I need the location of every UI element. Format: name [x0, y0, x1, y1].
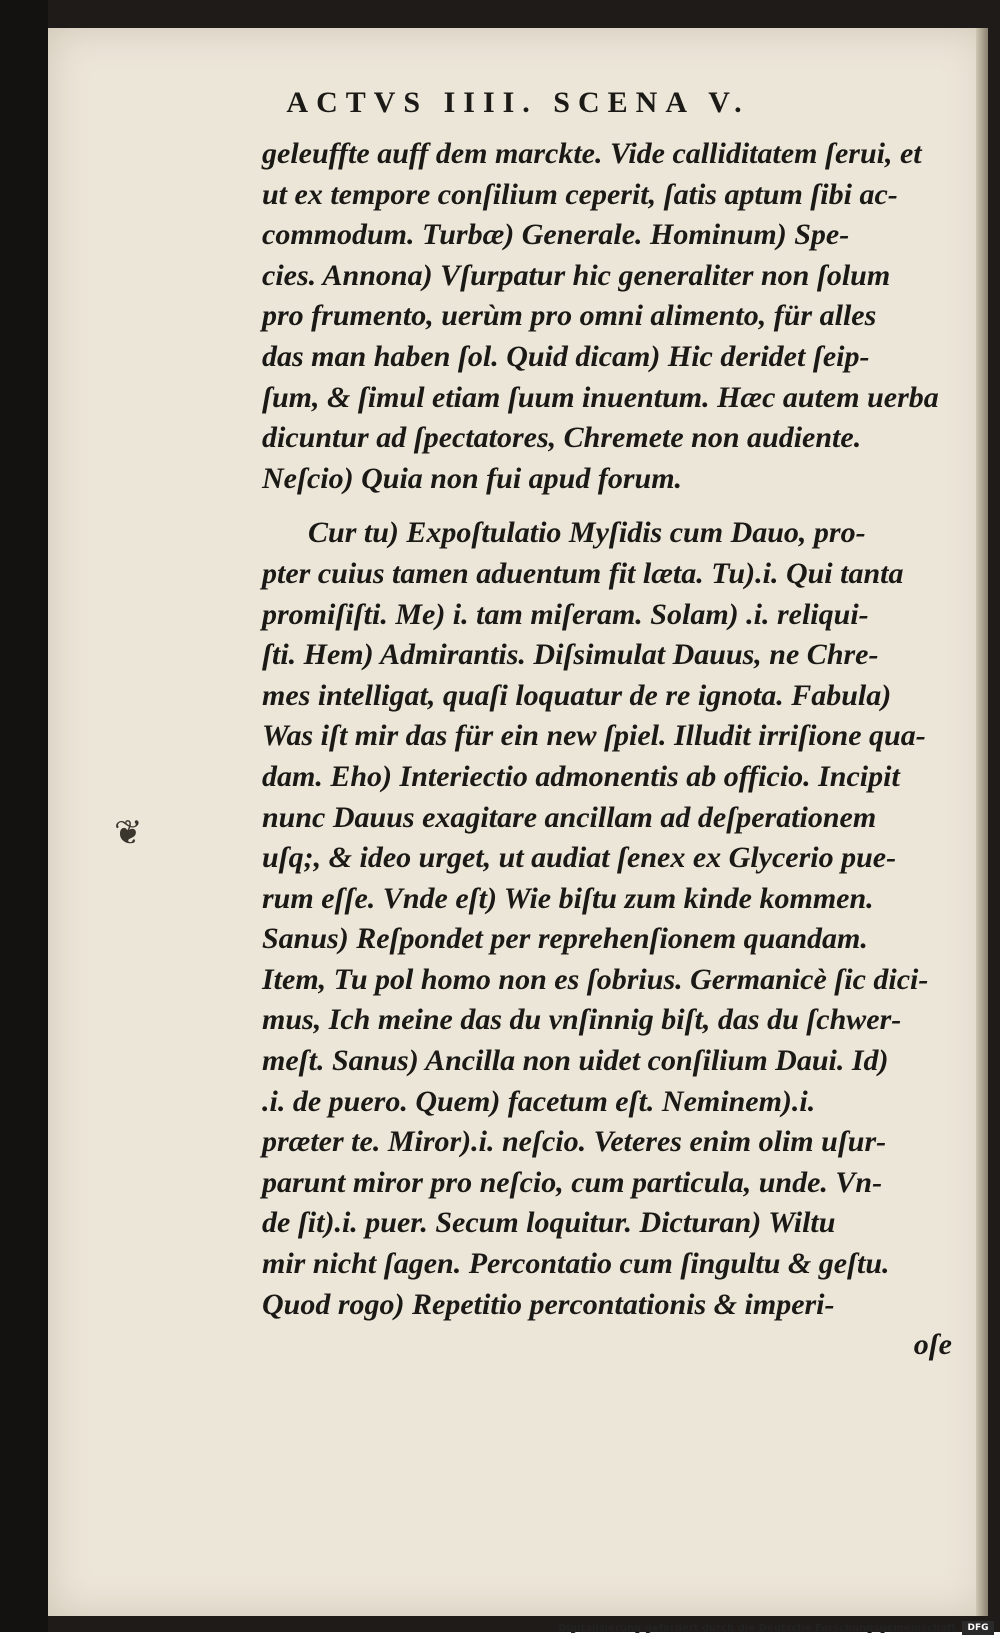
- text-line: .i. de puero. Quem) facetum eſt. Neminem).i.: [262, 1084, 816, 1118]
- text-line: Neſcio) Quia non fui apud forum.: [262, 461, 683, 495]
- text-line: commodum. Turbæ) Generale. Hominum) Spe-: [262, 218, 850, 252]
- text-line: promiſiſti. Me) i. tam miſeram. Solam) .i. reliqui-: [262, 597, 869, 631]
- text-line: Item, Tu pol homo non es ſobrius. Germanicè ſic dici-: [262, 962, 929, 996]
- text-line: ut ex tempore conſilium ceperit, ſatis aptum ſibi ac-: [262, 177, 898, 211]
- text-line: Quod rogo) Repetitio percontationis & imperi-: [262, 1287, 835, 1321]
- text-line: Sanus) Reſpondet per reprehenſionem quandam.: [262, 922, 868, 956]
- page-spine-shadow: [976, 28, 988, 1616]
- text-line: nunc Dauus exagitare ancillam ad deſperationem: [262, 800, 877, 834]
- paragraph-gap: [262, 499, 962, 513]
- running-head: ACTVS IIII. SCENA V.: [286, 86, 750, 119]
- text-line: mus, Ich meine das du vnſinnig biſt, das du ſchwer-: [262, 1003, 902, 1037]
- dfg-logo-icon: DFG: [962, 1621, 994, 1635]
- text-line: pter cuius tamen aduentum fit læta. Tu).i. Qui tanta: [262, 556, 904, 590]
- book-page: [48, 28, 988, 1616]
- catchword: oſe: [913, 1328, 952, 1362]
- text-line: Was iſt mir das für ein new ſpiel. Illudit irriſione qua-: [262, 719, 926, 753]
- text-line: ſti. Hem) Admirantis. Diſsimulat Dauus, ne Chre-: [262, 638, 879, 672]
- text-line: mir nicht ſagen. Percontatio cum ſingultu & geſtu.: [262, 1247, 890, 1281]
- text-line: pro frumento, uerùm pro omni alimento, für alles: [262, 299, 877, 333]
- text-line: ſum, & ſimul etiam ſuum inuentum. Hæc autem uerba: [262, 380, 939, 414]
- text-line: rum eſſe. Vnde eſt) Wie biſtu zum kinde kommen.: [262, 881, 874, 915]
- text-line: parunt miror pro neſcio, cum particula, unde. Vn-: [262, 1165, 883, 1199]
- text-line: meſt. Sanus) Ancilla non uidet conſilium Daui. Id): [262, 1044, 889, 1078]
- text-line: dicuntur ad ſpectatores, Chremete non audiente.: [262, 421, 862, 455]
- margin-ornament-icon: ❦: [114, 815, 143, 852]
- text-line: de ſit).i. puer. Secum loquitur. Dicturan) Wiltu: [262, 1206, 836, 1240]
- text-line: das man haben ſol. Quid dicam) Hic deridet ſeip-: [262, 339, 870, 373]
- text-line: mes intelligat, quaſi loquatur de re ignota. Fabula): [262, 678, 892, 712]
- text-line: geleuffte auff dem marckte. Vide calliditatem ſerui, et: [262, 137, 922, 170]
- scan-left-edge: [0, 0, 48, 1632]
- text-line: dam. Eho) Interiectio admonentis ab officio. Incipit: [262, 759, 900, 793]
- commentary-text: [262, 134, 962, 1366]
- text-line: Cur tu) Expoſtulatio Myſidis cum Dauo, pro-: [308, 516, 866, 550]
- funding-credit: Digitalisierung gefördert durch die Deutsche Forschungsgemeinschaft: [558, 1623, 956, 1634]
- text-line: cies. Annona) Vſurpatur hic generaliter non ſolum: [262, 258, 891, 292]
- text-line: uſq;, & ideo urget, ut audiat ſenex ex Glycerio pue-: [262, 841, 897, 875]
- text-line: præter te. Miror).i. neſcio. Veteres enim olim uſur-: [262, 1125, 887, 1159]
